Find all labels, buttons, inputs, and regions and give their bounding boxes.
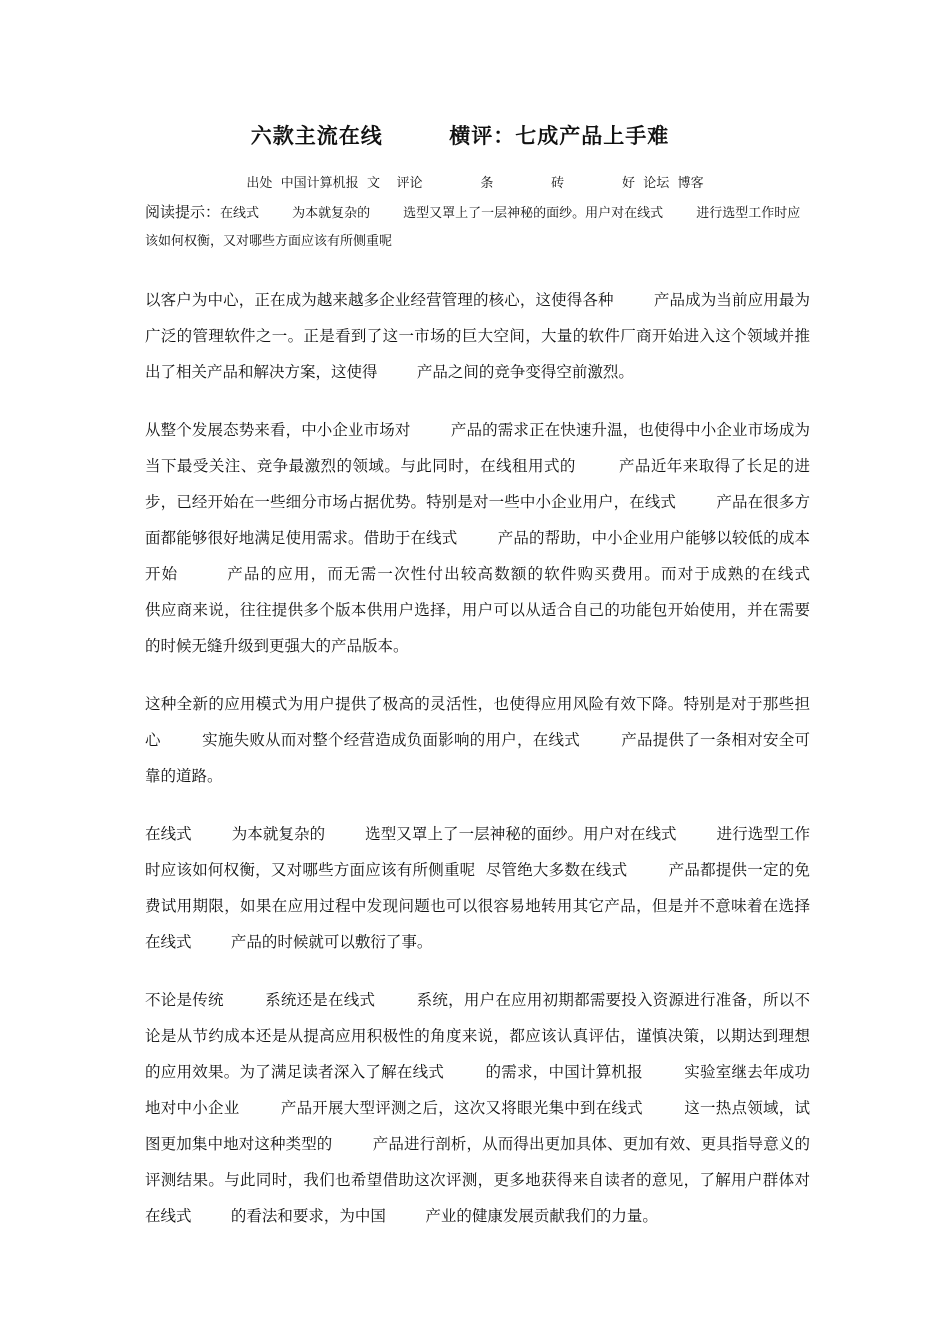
paragraph-3: 这种全新的应用模式为用户提供了极高的灵活性，也使得应用风险有效下降。特别是对于那些担心 实施失败从而对整个经营造成负面影响的用户，在线式 产品提供了一条相对安全可靠的道路。 <box>145 695 810 785</box>
reading-hint <box>145 198 810 256</box>
paragraph-4: 在线式 为本就复杂的 选型又罩上了一层神秘的面纱。用户对在线式 进行选型工作时应该如何权衡，又对哪些方面应该有所侧重呢 尽管绝大多数在线式 产品都提供一定的免费试用期限，如果在应用过程中发现问题也可以很容易地转用其它产品，但是并不意味着在选择在线式 产品的时候就可以敷衍了事。 <box>145 825 810 951</box>
paragraph-1: 以客户为中心，正在成为越来越多企业经营管理的核心，这使得各种 产品成为当前应用最为广泛的管理软件之一。正是看到了这一市场的巨大空间，大量的软件厂商开始进入这个领域并推出了相关产品和解决方案，这使得 产品之间的竞争变得空前激烈。 <box>145 291 810 381</box>
article-body <box>145 282 850 1256</box>
article-title: 六款主流在线 横评：七成产品上手难 <box>250 123 670 148</box>
article-byline: 出处 中国计算机报 文 评论 条 砖 好 论坛 博客 <box>246 176 704 191</box>
paragraph-2: 从整个发展态势来看，中小企业市场对 产品的需求正在快速升温，也使得中小企业市场成为当下最受关注、竞争最激烈的领域。与此同时，在线租用式的 产品近年来取得了长足的进步，已经开始在一些细分市场占据优势。特别是对一些中小企业用户，在线式 产品在很多方面都能够很好地满足使用需求。借助于在线式 产品的帮助，中小企业用户能够以较低的成本开始 产品的应用，而无需一次性付出较高数额的软件购买费用。而对于成熟的在线式 供应商来说，往往提供多个版本供用户选择，用户可以从适合自己的功能包开始使用，并在需要的时候无缝升级到更强大的产品版本。 <box>145 421 850 655</box>
paragraph-5: 不论是传统 系统还是在线式 系统，用户在应用初期都需要投入资源进行准备，所以不论是从节约成本还是从提高应用积极性的角度来说，都应该认真评估，谨慎决策，以期达到理想的应用效果。为了满足读者深入了解在线式 的需求，中国计算机报 实验室继去年成功地对中小企业 产品开展大型评测之后，这次又将眼光集中到在线式 这一热点领域，试图更加集中地对这种类型的 产品进行剖析，从而得出更加具体、更加有效、更具指导意义的评测结果。与此同时，我们也希望借助这次评测，更多地获得来自读者的意见，了解用户群体对在线式 的看法和要求，为中国 产业的健康发展贡献我们的力量。 <box>145 991 810 1225</box>
reading-hint-label: 阅读提示： <box>145 203 221 221</box>
reading-hint-text: 在线式 为本就复杂的 选型又罩上了一层神秘的面纱。用户对在线式 进行选型工作时应该如何权衡，又对哪些方面应该有所侧重呢 <box>145 206 801 249</box>
